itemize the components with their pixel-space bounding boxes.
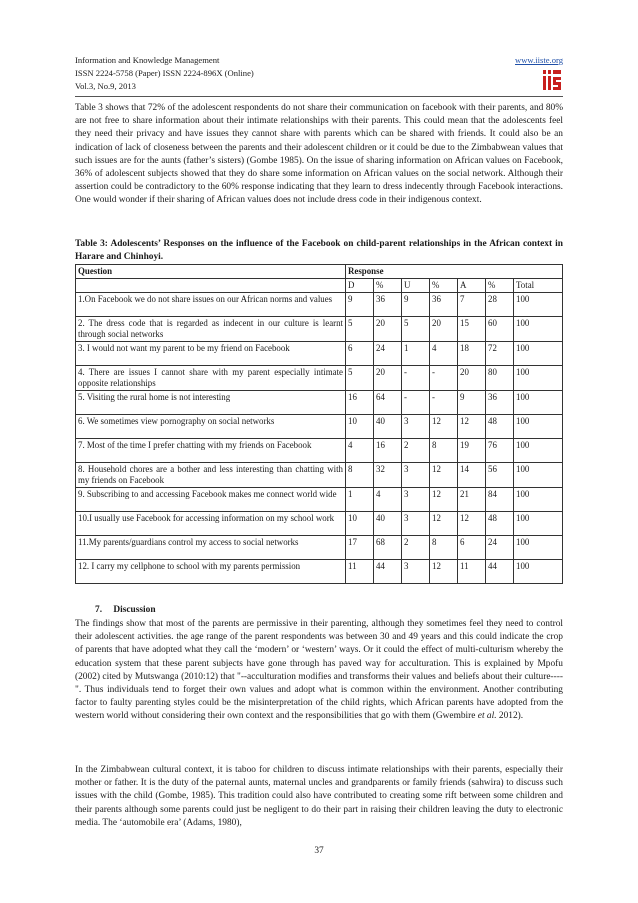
value-cell: 15 [458,317,486,342]
value-cell: 24 [486,536,514,560]
value-cell: 8 [430,536,458,560]
value-cell: 100 [514,512,563,536]
value-cell: 9 [458,391,486,415]
value-cell: 3 [402,512,430,536]
value-cell: 8 [346,463,374,488]
value-cell: 44 [486,560,514,584]
question-cell: 1.On Facebook we do not share issues on our African norms and values [76,293,346,317]
value-cell: 100 [514,415,563,439]
iiste-logo-icon [541,69,563,93]
table-row [76,439,563,463]
value-cell: 64 [374,391,402,415]
journal-name: Information and Knowledge Management [75,55,220,65]
value-cell: 20 [430,317,458,342]
question-cell: 10.I usually use Facebook for accessing information on my school work [76,512,346,536]
value-cell: 40 [374,512,402,536]
value-cell: 32 [374,463,402,488]
value-cell: 4 [374,488,402,512]
question-header: Question [76,265,346,279]
response-header: Response [346,265,563,279]
value-cell: - [430,366,458,391]
value-cell: 1 [346,488,374,512]
value-cell: 6 [346,342,374,366]
header-rule [75,96,563,97]
table-row [76,512,563,536]
discussion-paragraph-2: In the Zimbabwean cultural context, it is taboo for children to discuss intimate relationships with their parents, especially their mother or father. It is the duty of the paternal aunts, maternal uncles and grandparents or family friends (sahwira) to discuss such issues with the child (Gombe, 1985). This tradition could also have contributed to creating some rift between some children and their parents although some parents could just be negligent to do their part in raising their children leaving the duty to electronic media. The ‘automobile era’ (Adams, 1980), [75,765,563,828]
value-cell: 84 [486,488,514,512]
value-cell: 2 [402,439,430,463]
volume-line: Vol.3, No.9, 2013 [75,81,136,91]
value-cell: 19 [458,439,486,463]
value-cell: 100 [514,439,563,463]
value-cell: 12 [430,512,458,536]
value-cell: 28 [486,293,514,317]
value-cell: 12 [458,512,486,536]
value-cell: 20 [458,366,486,391]
issn-line: ISSN 2224-5758 (Paper) ISSN 2224-896X (Online) [75,68,254,78]
value-cell: 5 [346,317,374,342]
value-cell: 3 [402,488,430,512]
column-header: D [346,279,374,293]
question-cell: 11.My parents/guardians control my access to social networks [76,536,346,560]
value-cell: 6 [458,536,486,560]
question-cell: 8. Household chores are a bother and less interesting than chatting with my friends on Facebook [76,463,346,488]
column-header: A [458,279,486,293]
value-cell: 100 [514,463,563,488]
value-cell: 11 [346,560,374,584]
value-cell: 5 [402,317,430,342]
value-cell: 3 [402,415,430,439]
value-cell: 10 [346,512,374,536]
value-cell: 100 [514,488,563,512]
question-cell: 12. I carry my cellphone to school with my parents permission [76,560,346,584]
value-cell: 80 [486,366,514,391]
value-cell: 8 [430,439,458,463]
section-number: 7. [95,605,103,615]
table-row [76,463,563,488]
value-cell: 5 [346,366,374,391]
value-cell: 72 [486,342,514,366]
value-cell: 12 [430,560,458,584]
responses-table [75,264,563,584]
value-cell: 18 [458,342,486,366]
question-cell: 2. The dress code that is regarded as indecent in our culture is learnt through social networks [76,317,346,342]
value-cell: 44 [374,560,402,584]
value-cell: 60 [486,317,514,342]
section-heading [75,605,156,615]
page-header [75,54,563,93]
value-cell: 12 [430,488,458,512]
value-cell: 48 [486,415,514,439]
value-cell: 36 [374,293,402,317]
value-cell: 4 [430,342,458,366]
page-number: 37 [314,846,324,856]
value-cell: 100 [514,536,563,560]
value-cell: 20 [374,366,402,391]
value-cell: 12 [430,463,458,488]
value-cell: 36 [430,293,458,317]
value-cell: 21 [458,488,486,512]
section-title: Discussion [113,605,156,615]
value-cell: 11 [458,560,486,584]
value-cell: 36 [486,391,514,415]
discussion-p1-text: The findings show that most of the parents are permissive in their parenting, although they sometimes feel they need to control their adolescent activities. the age range of the parent respondents was between 30 and 49 years and this could indicate the crop of parents that have adopted what they call the ‘modern’ or ‘western’ ways. Or it could the effect of multi-culturism whereby the education system that these parent subjects have gone through has paved way for acculturation. This is explained by Mpofu (2002) cited by Mutswanga (2010:12) that "--acculturation modifies and transforms their values and beliefs about their culture----". Thus individuals tend to forget their own values and adopt what is common within the environment. Another contributing factor to faulty parenting styles could be the misinterpretation of the child rights, which African parents have adopted from the western world without considering their own context and the responsibilities that go with them (Gwembire [75,619,563,722]
table-row [76,342,563,366]
column-header: % [486,279,514,293]
value-cell: 100 [514,317,563,342]
question-cell: 4. There are issues I cannot share with my parent especially intimate opposite relationships [76,366,346,391]
value-cell: 17 [346,536,374,560]
column-header: % [374,279,402,293]
value-cell: 2 [402,536,430,560]
value-cell: 9 [402,293,430,317]
value-cell: 9 [346,293,374,317]
table-row [76,488,563,512]
question-cell: 9. Subscribing to and accessing Facebook makes me connect world wide [76,488,346,512]
question-cell: 5. Visiting the rural home is not interesting [76,391,346,415]
table-row [76,415,563,439]
value-cell: - [402,366,430,391]
value-cell: 12 [458,415,486,439]
blank-cell [76,279,346,293]
column-header: % [430,279,458,293]
question-cell: 7. Most of the time I prefer chatting with my friends on Facebook [76,439,346,463]
value-cell: 1 [402,342,430,366]
value-cell: 3 [402,560,430,584]
value-cell: 4 [346,439,374,463]
table-row [76,317,563,342]
value-cell: 40 [374,415,402,439]
question-cell: 6. We sometimes view pornography on social networks [76,415,346,439]
value-cell: - [430,391,458,415]
value-cell: 10 [346,415,374,439]
value-cell: 100 [514,366,563,391]
column-header: Total [514,279,563,293]
value-cell: 24 [374,342,402,366]
journal-url-link[interactable]: www.iiste.org [515,55,563,65]
value-cell: 14 [458,463,486,488]
value-cell: 16 [346,391,374,415]
question-cell: 3. I would not want my parent to be my friend on Facebook [76,342,346,366]
value-cell: 7 [458,293,486,317]
value-cell: 100 [514,391,563,415]
table-row [76,293,563,317]
column-header: U [402,279,430,293]
et-al-text: et al. [477,711,497,722]
table-row [76,366,563,391]
value-cell: 3 [402,463,430,488]
value-cell: 12 [430,415,458,439]
value-cell: - [402,391,430,415]
intro-paragraph: Table 3 shows that 72% of the adolescent respondents do not share their communication on facebook with their parents, and 80% are not free to share information about their intimate relationships with their parents. This could mean that the adolescents feel they need their privacy and have issues they cannot share with parents which can be shared with friends. It could also be an indication of lack of closeness between the parents and their adolescent children or it could be due to the Zimbabwean values that such issues are for the aunts (father’s sisters) (Gombe 1985). On the issue of sharing information on African values on Facebook, 36% of adolescent subjects showed that they do share some information on African values on the social network. Although their assertion could be contradictory to the 60% response indicating that they learn to dress indecently through Facebook interactions. One would wonder if their sharing of African values does not include dress code in their indigenous context. [75,103,563,206]
table-subheader-row [76,279,563,293]
discussion-paragraph-1 [75,618,563,724]
value-cell: 100 [514,342,563,366]
value-cell: 16 [374,439,402,463]
value-cell: 68 [374,536,402,560]
table-row [76,560,563,584]
discussion-p1-end: 2012). [496,711,524,722]
value-cell: 56 [486,463,514,488]
value-cell: 100 [514,293,563,317]
value-cell: 100 [514,560,563,584]
value-cell: 76 [486,439,514,463]
table-row [76,536,563,560]
value-cell: 20 [374,317,402,342]
table-row [76,391,563,415]
table-caption: Table 3: Adolescents’ Responses on the influence of the Facebook on child-parent relationships in the African context in Harare and Chinhoyi. [75,239,563,262]
value-cell: 48 [486,512,514,536]
